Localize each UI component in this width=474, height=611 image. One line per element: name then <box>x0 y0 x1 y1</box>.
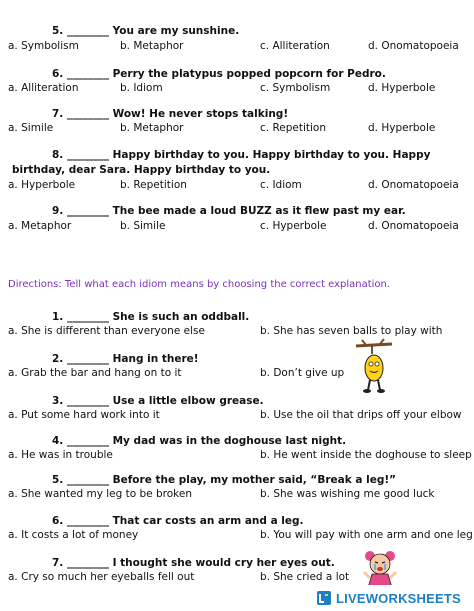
option-a[interactable]: a. It costs a lot of money <box>8 529 139 541</box>
idiom-question-3: 3. ________ Use a little elbow grease. <box>52 395 264 407</box>
question-6: 6. ________ Perry the platypus popped popcorn for Pedro. <box>52 68 386 80</box>
option-a[interactable]: a. She is different than everyone else <box>8 325 205 337</box>
idiom-question-6: 6. ________ That car costs an arm and a leg. <box>52 515 304 527</box>
question-5: 5. ________ You are my sunshine. <box>52 25 240 37</box>
option-b[interactable]: b. She was wishing me good luck <box>260 488 435 500</box>
option-a[interactable]: a. He was in trouble <box>8 449 113 461</box>
option-b[interactable]: b. Idiom <box>120 82 163 94</box>
question-9: 9. ________ The bee made a loud BUZZ as it flew past my ear. <box>52 205 406 217</box>
option-b[interactable]: b. She cried a lot <box>260 571 350 583</box>
option-d[interactable]: d. Onomatopoeia <box>368 220 459 232</box>
option-b[interactable]: b. He went inside the doghouse to sleep <box>260 449 472 461</box>
idiom-question-1: 1. ________ She is such an oddball. <box>52 311 250 323</box>
option-b[interactable]: b. She has seven balls to play with <box>260 325 443 337</box>
idiom-question-4: 4. ________ My dad was in the doghouse last night. <box>52 435 347 447</box>
option-a[interactable]: a. Symbolism <box>8 40 79 52</box>
option-a[interactable]: a. Hyperbole <box>8 179 76 191</box>
question-8: 8. ________ Happy birthday to you. Happy birthday to you. Happy birthday, dear Sara. Happy birthday to you. <box>12 149 431 176</box>
option-c[interactable]: c. Repetition <box>260 122 327 134</box>
option-b[interactable]: b. Simile <box>120 220 166 232</box>
idiom-question-2: 2. ________ Hang in there! <box>52 353 199 365</box>
option-c[interactable]: c. Symbolism <box>260 82 331 94</box>
option-c[interactable]: c. Hyperbole <box>260 220 327 232</box>
liveworksheets-logo[interactable] <box>316 585 468 611</box>
question-7: 7. ________ Wow! He never stops talking! <box>52 108 289 120</box>
liveworksheets-icon <box>316 590 332 606</box>
option-b[interactable]: b. Don’t give up <box>260 367 345 379</box>
option-a[interactable]: a. Alliteration <box>8 82 79 94</box>
option-a[interactable]: a. Put some hard work into it <box>8 409 160 421</box>
option-d[interactable]: d. Hyperbole <box>368 122 436 134</box>
option-c[interactable]: c. Alliteration <box>260 40 330 52</box>
option-b[interactable]: b. Metaphor <box>120 40 184 52</box>
option-b[interactable]: b. You will pay with one arm and one leg <box>260 529 473 541</box>
option-b[interactable]: b. Metaphor <box>120 122 184 134</box>
option-a[interactable]: a. She wanted my leg to be broken <box>8 488 192 500</box>
option-b[interactable]: b. Use the oil that drips off your elbow <box>260 409 462 421</box>
option-a[interactable]: a. Grab the bar and hang on to it <box>8 367 182 379</box>
option-d[interactable]: d. Onomatopoeia <box>368 40 459 52</box>
option-d[interactable]: d. Hyperbole <box>368 82 436 94</box>
option-a[interactable]: a. Simile <box>8 122 54 134</box>
option-d[interactable]: d. Onomatopoeia <box>368 179 459 191</box>
directions-text: Directions: Tell what each idiom means by choosing the correct explanation. <box>8 279 391 290</box>
hanging-character-illustration <box>352 338 396 394</box>
option-a[interactable]: a. Cry so much her eyeballs fell out <box>8 571 195 583</box>
option-c[interactable]: c. Idiom <box>260 179 302 191</box>
idiom-question-7: 7. ________ I thought she would cry her eyes out. <box>52 557 335 569</box>
option-b[interactable]: b. Repetition <box>120 179 187 191</box>
idiom-question-5: 5. ________ Before the play, my mother said, “Break a leg!” <box>52 474 397 486</box>
option-a[interactable]: a. Metaphor <box>8 220 72 232</box>
brand-name: LIVEWORKSHEETS <box>336 590 461 606</box>
